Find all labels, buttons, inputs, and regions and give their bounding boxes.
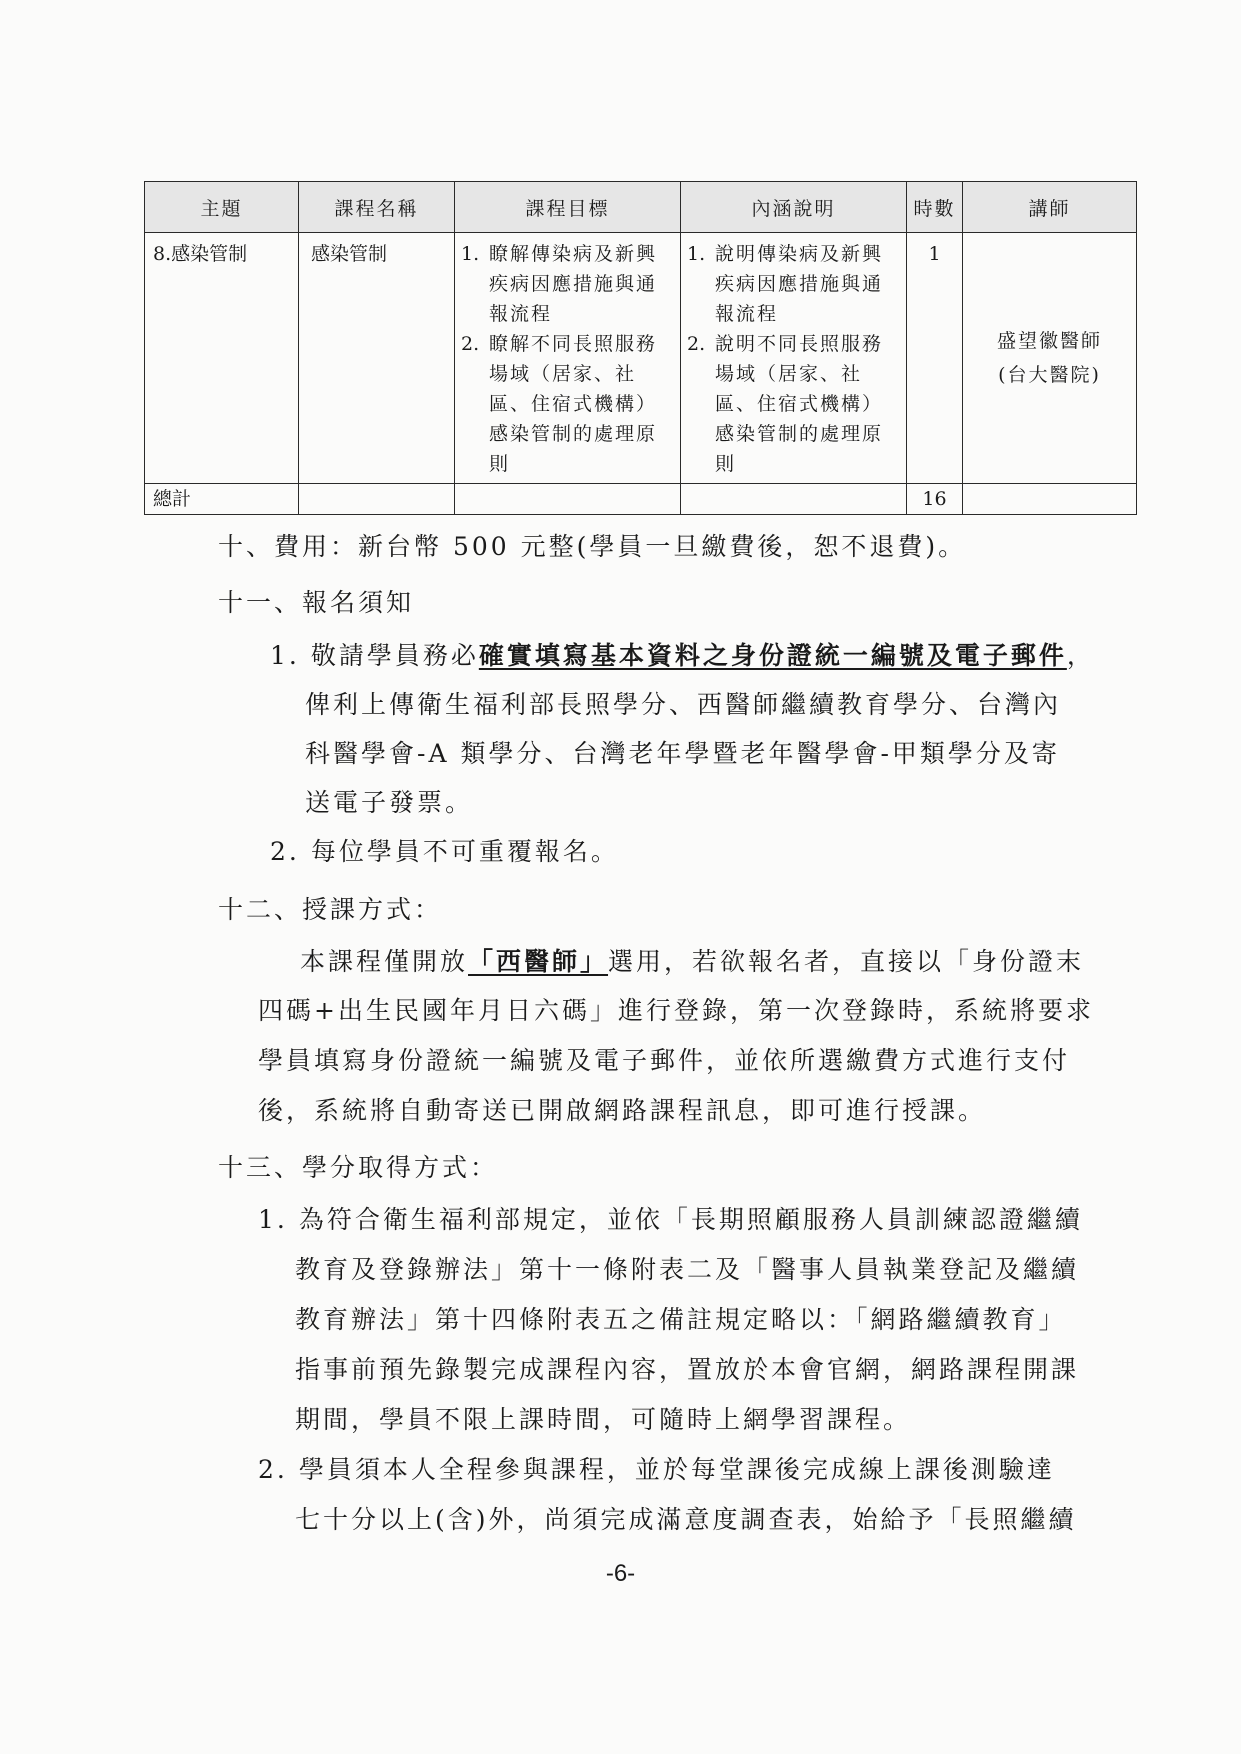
section-11-item-1-line-3: 科醫學會-A 類學分、台灣老年學暨老年醫學會-甲類學分及寄 [305,739,1060,768]
section-12-line-4: 後，系統將自動寄送已開啟網路課程訊息，即可進行授課。 [258,1096,987,1125]
section-13-item-1-line-2: 教育及登錄辦法」第十一條附表二及「醫事人員執業登記及繼續 [295,1255,1080,1284]
header-topic: 主題 [145,182,299,233]
item-text: ， [1066,641,1095,670]
topic-text: 8.感染管制 [153,243,248,265]
page-number: -6- [605,1560,636,1587]
emphasis-text: 「西醫師」 [468,947,609,976]
section-12-line-1 [300,942,1084,978]
goal-num: 1. [461,243,480,265]
fee-paragraph: 十、費用：新台幣 500 元整(學員一旦繳費後，恕不退費)。 [218,532,967,561]
section-13-item-1-line-5: 期間，學員不限上課時間，可隨時上網學習課程。 [295,1405,912,1434]
instructor-affiliation: (台大醫院) [998,364,1101,386]
instructor-name: 盛望徽醫師 [996,330,1102,352]
goal-text: 瞭解不同長照服務場域（居家、社區、住宿式機構）感染管制的處理原則 [489,333,658,475]
header-content: 內涵說明 [681,182,907,233]
section-12-title: 十二、授課方式： [218,895,443,924]
section-13-title: 十三、學分取得方式： [218,1153,499,1182]
section-11-item-2 [270,832,619,868]
goal-item [461,329,676,479]
total-label-cell [145,484,299,515]
section-12-line-2: 四碼+出生民國年月日六碼」進行登錄，第一次登錄時，系統將要求 [258,996,1094,1025]
section-12-line-3: 學員填寫身份證統一編號及電子郵件，並依所選繳費方式進行支付 [258,1046,1071,1075]
item-text: 學員須本人全程參與課程，並於每堂課後完成線上課後測驗達 [298,1455,1055,1484]
header-hours: 時數 [907,182,963,233]
item-text: 為符合衛生福利部規定，並依「長期照顧服務人員訓練認證繼續 [298,1205,1083,1234]
item-text: 每位學員不可重覆報名。 [310,837,619,866]
item-text: 選用，若欲報名者，直接以「身份證末 [608,947,1085,976]
section-13-item-2-line-2: 七十分以上(含)外，尚須完成滿意度調查表，始給予「長照繼續 [295,1505,1077,1534]
total-hours: 16 [922,488,947,510]
section-11-item-1-line-2: 俾利上傳衛生福利部長照學分、西醫師繼續教育學分、台灣內 [305,690,1062,719]
section-11-item-1-line-4: 送電子發票。 [305,788,474,817]
empty-cell [455,484,681,515]
section-11-title: 十一、報名須知 [218,588,415,617]
goal-item [461,239,676,329]
table-header-row [145,182,1137,233]
course-cell [299,233,455,484]
item-text: 本課程僅開放 [300,947,469,976]
content-num: 1. [687,243,706,265]
total-label: 總計 [153,488,192,510]
item-number: 2. [258,1455,288,1484]
emphasis-text: 確實填寫基本資料之身份證統一編號及電子郵件 [478,641,1067,670]
item-number: 1. [270,641,300,670]
section-11-item-1 [270,636,1095,672]
goals-cell [455,233,681,484]
goal-num: 2. [461,333,480,355]
total-hours-cell [907,484,963,515]
total-row [145,484,1137,515]
content-text: 說明傳染病及新興疾病因應措施與通報流程 [715,243,884,325]
empty-cell [963,484,1137,515]
section-13-item-1-line-3: 教育辦法」第十四條附表五之備註規定略以：「網路繼續教育」 [295,1305,1067,1334]
goal-text: 瞭解傳染病及新興疾病因應措施與通報流程 [489,243,658,325]
content-item [687,329,902,479]
hours-value: 1 [928,243,941,265]
course-text: 感染管制 [311,243,388,265]
course-table [144,181,1137,515]
table-row [145,233,1137,484]
item-number: 2. [270,837,300,866]
header-instructor: 講師 [963,182,1137,233]
empty-cell [681,484,907,515]
content-cell [681,233,907,484]
content-item [687,239,902,329]
content-num: 2. [687,333,706,355]
section-13-item-2 [258,1450,1055,1486]
content-text: 說明不同長照服務場域（居家、社區、住宿式機構）感染管制的處理原則 [715,333,884,475]
empty-cell [299,484,455,515]
section-13-item-1 [258,1200,1083,1236]
header-goals: 課程目標 [455,182,681,233]
header-course: 課程名稱 [299,182,455,233]
item-number: 1. [258,1205,288,1234]
hours-cell [907,233,963,484]
section-13-item-1-line-4: 指事前預先錄製完成課程內容，置放於本會官網，網路課程開課 [295,1355,1080,1384]
topic-cell [145,233,299,484]
instructor-cell [963,233,1137,484]
item-text: 敬請學員務必 [310,641,479,670]
